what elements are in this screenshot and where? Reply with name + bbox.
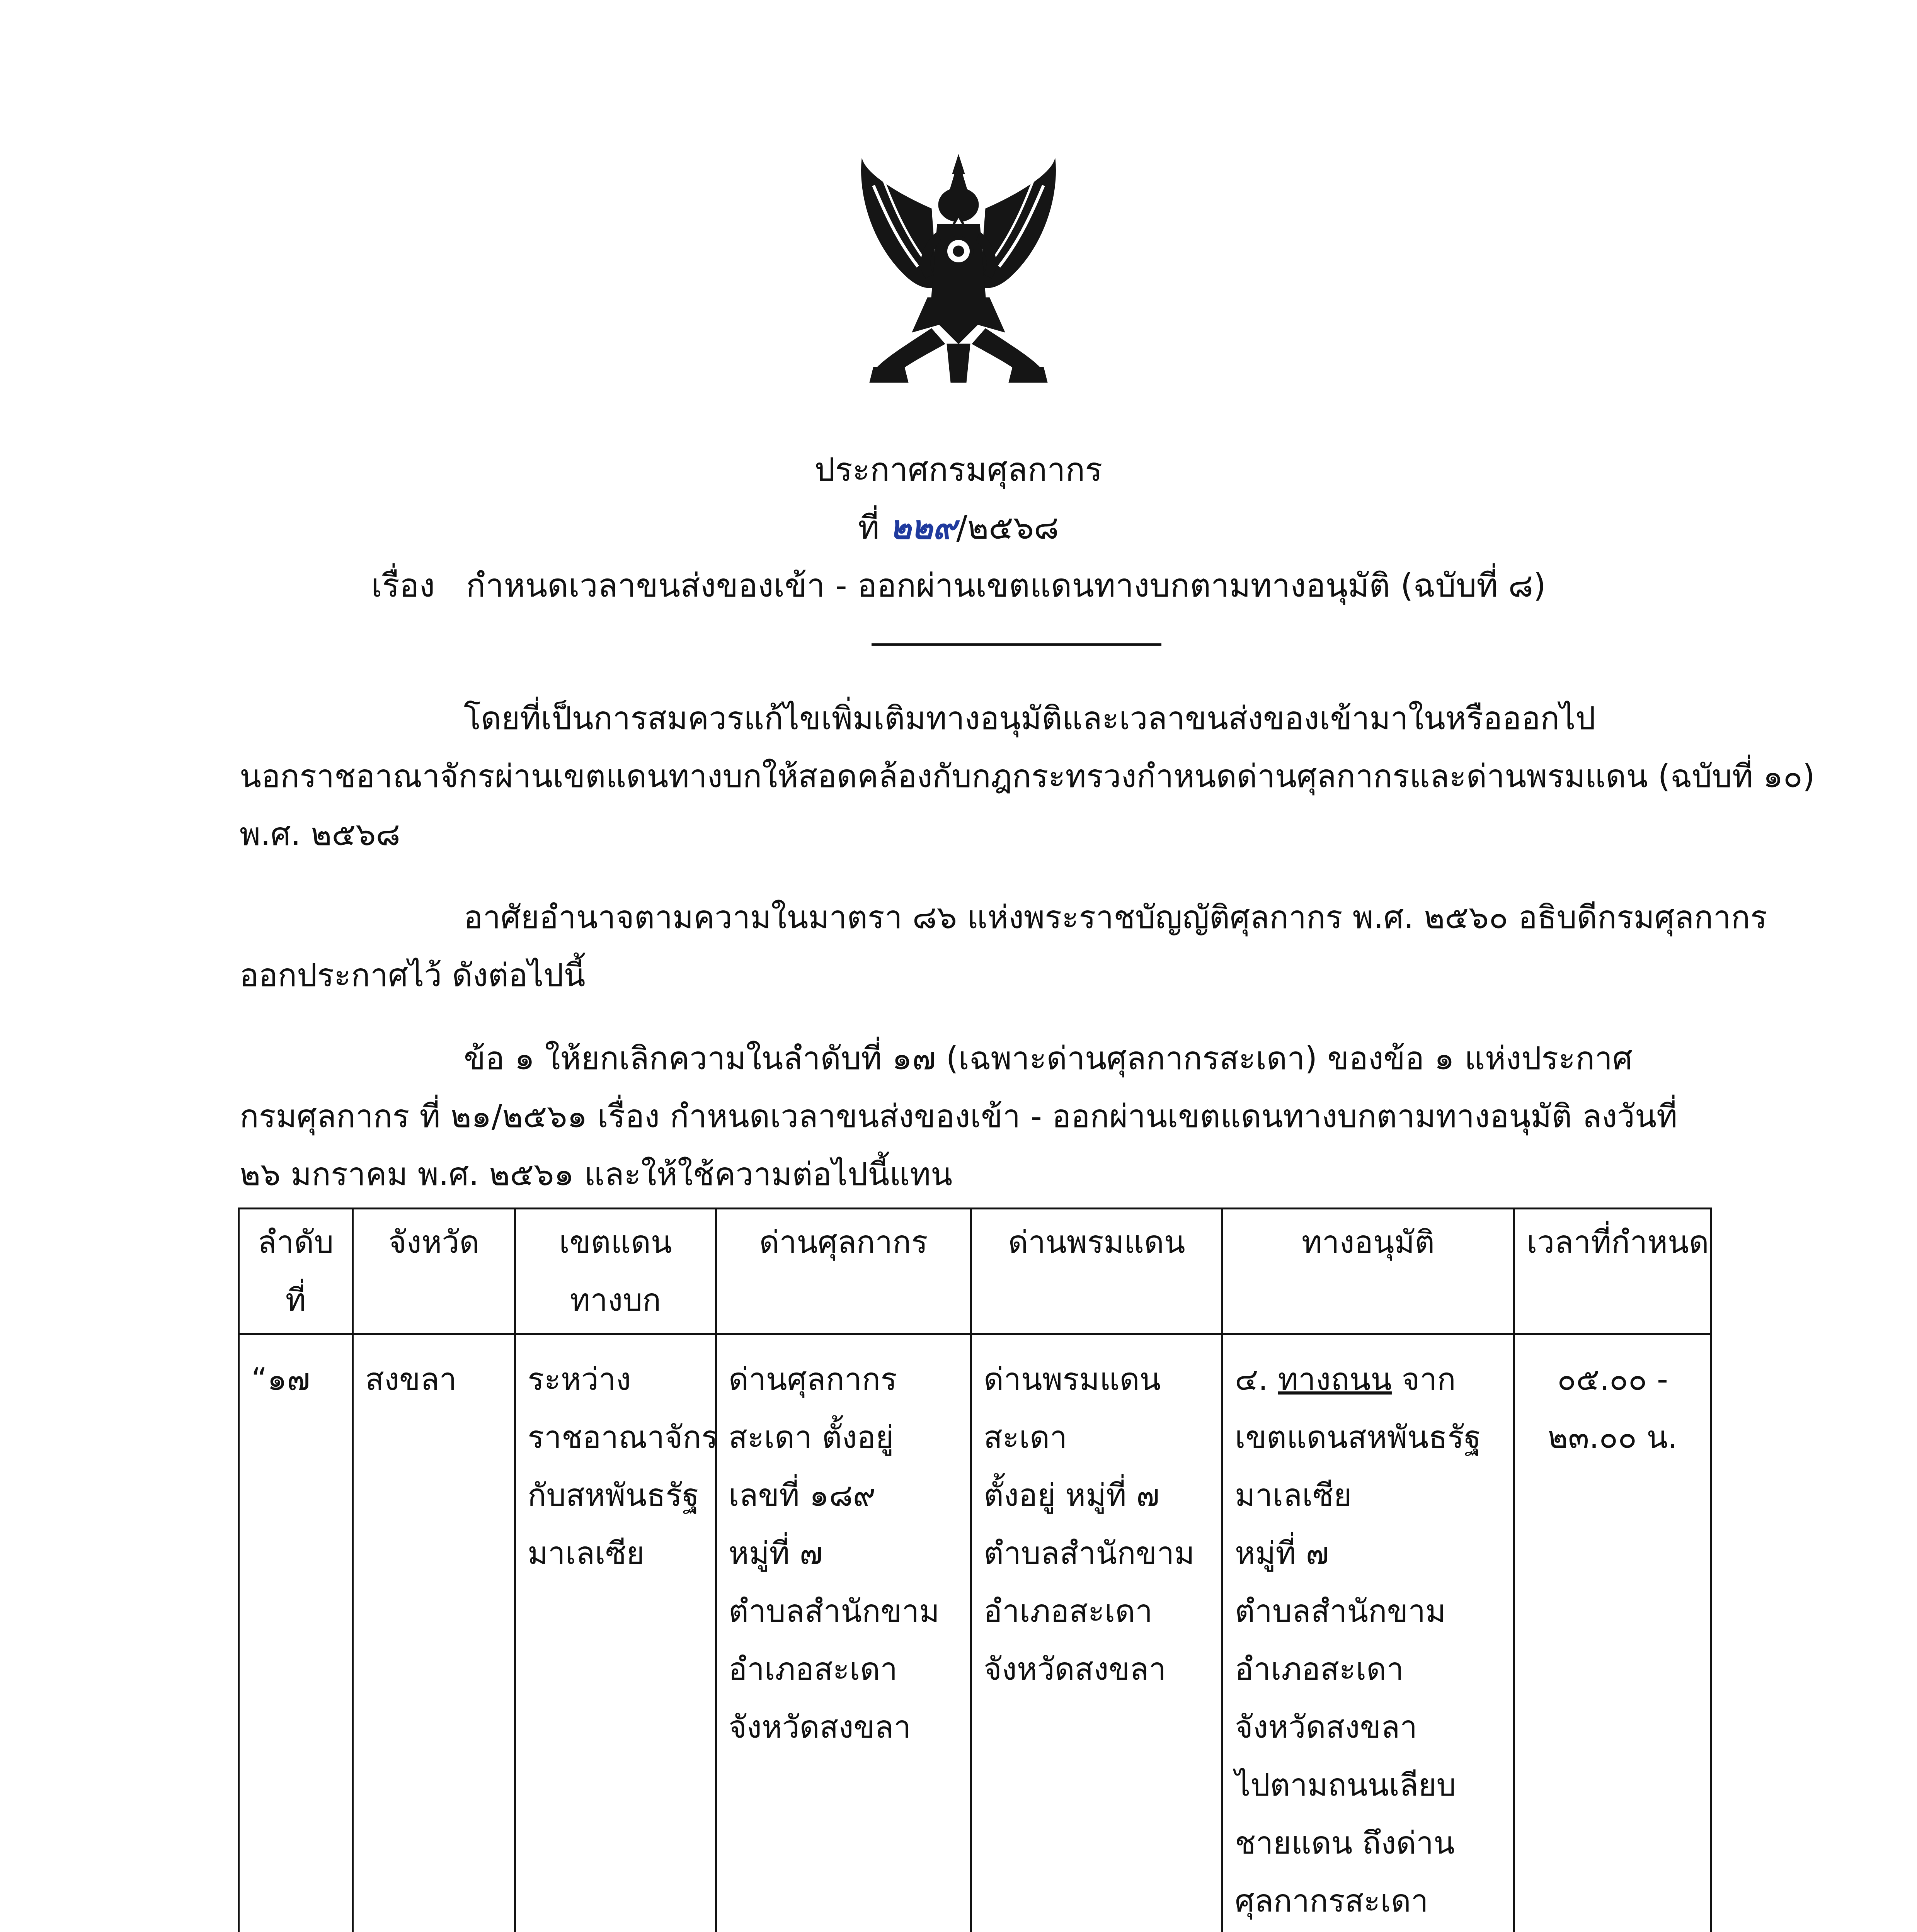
paragraph-line: ๒๖ มกราคม พ.ศ. ๒๕๖๑ และให้ใช้ความต่อไปนี้แทน bbox=[240, 1156, 953, 1193]
cell-province: สงขลา bbox=[353, 1334, 515, 1932]
paragraph-line: อาศัยอำนาจตามความในมาตรา ๘๖ แห่งพระราชบัญญัติศุลกากร พ.ศ. ๒๕๖๐ อธิบดีกรมศุลกากร bbox=[464, 899, 1767, 936]
paragraph-clause-1 bbox=[240, 1030, 1739, 1204]
subject-label: เรื่อง bbox=[371, 566, 435, 604]
header-border-checkpoint: ด่านพรมแดน bbox=[971, 1209, 1222, 1334]
paragraph-line: ข้อ ๑ ให้ยกเลิกความในลำดับที่ ๑๗ (เฉพาะด่านศุลกากรสะเดา) ของข้อ ๑ แห่งประกาศ bbox=[464, 1040, 1633, 1077]
paragraph-line: ออกประกาศไว้ ดังต่อไปนี้ bbox=[240, 957, 586, 994]
cell-border-checkpoint: ด่านพรมแดน สะเดา ตั้งอยู่ หมู่ที่ ๗ ตำบลสำนักขาม อำเภอสะเดา จังหวัดสงขลา bbox=[971, 1334, 1222, 1932]
number-prefix: ที่ bbox=[858, 509, 880, 546]
announcement-number bbox=[0, 504, 1917, 551]
header-province: จังหวัด bbox=[353, 1209, 515, 1334]
paragraph-authority bbox=[240, 889, 1767, 1005]
header-approved-route: ทางอนุมัติ bbox=[1222, 1209, 1514, 1334]
paragraph-line: กรมศุลกากร ที่ ๒๑/๒๕๖๑ เรื่อง กำหนดเวลาขนส่งของเข้า - ออกผ่านเขตแดนทางบกตามทางอนุมัติ ลงวันที่ bbox=[240, 1098, 1678, 1135]
announcement-title: ประกาศกรมศุลกากร bbox=[814, 451, 1103, 488]
road-label: ทางถนน bbox=[1278, 1361, 1392, 1397]
header-land-border: เขตแดน ทางบก bbox=[515, 1209, 716, 1334]
table-header-row bbox=[239, 1209, 1711, 1334]
handwritten-number: ๒๒๙ bbox=[890, 509, 957, 546]
table-row bbox=[239, 1334, 1711, 1932]
cell-seq: “๑๗ bbox=[239, 1334, 353, 1932]
cell-time-4: ๐๕.๐๐ - ๒๓.๐๐ น. bbox=[1514, 1334, 1711, 1932]
header-customs-house: ด่านศุลกากร bbox=[716, 1209, 971, 1334]
route-table bbox=[238, 1208, 1712, 1932]
cell-land-border: ระหว่าง ราชอาณาจักร กับสหพันธรัฐ มาเลเซีย bbox=[515, 1334, 716, 1932]
subject-text: กำหนดเวลาขนส่งของเข้า - ออกผ่านเขตแดนทางบกตามทางอนุมัติ (ฉบับที่ ๘) bbox=[466, 566, 1546, 604]
garuda-emblem-icon bbox=[850, 151, 1067, 394]
paragraph-line: พ.ศ. ๒๕๖๘ bbox=[240, 816, 400, 853]
paragraph-line: โดยที่เป็นการสมควรแก้ไขเพิ่มเติมทางอนุมัติและเวลาขนส่งของเข้ามาในหรือออกไป bbox=[464, 700, 1596, 737]
cell-route-4: ๔. ทางถนน จาก เขตแดนสหพันธรัฐ มาเลเซีย หมู่ที่ ๗ ตำบลสำนักขาม อำเภอสะเดา จังหวัดสงขลา ไปตามถนนเลียบ ชายแดน ถึงด่าน ศุลกากรสะเดา bbox=[1222, 1334, 1514, 1932]
number-suffix: /๒๕๖๘ bbox=[956, 509, 1059, 546]
cell-customs-house: ด่านศุลกากร สะเดา ตั้งอยู่ เลขที่ ๑๘๙ หมู่ที่ ๗ ตำบลสำนักขาม อำเภอสะเดา จังหวัดสงขลา bbox=[716, 1334, 971, 1932]
title-divider bbox=[872, 643, 1161, 646]
paragraph-line: นอกราชอาณาจักรผ่านเขตแดนทางบกให้สอดคล้องกับกฎกระทรวงกำหนดด่านศุลกากรและด่านพรมแดน (ฉบับที่ ๑๐) bbox=[240, 758, 1815, 795]
header-seq: ลำดับ ที่ bbox=[239, 1209, 353, 1334]
header-time: เวลาที่กำหนด bbox=[1514, 1209, 1711, 1334]
announcement-subject bbox=[0, 562, 1917, 609]
route-number: ๔. bbox=[1235, 1361, 1268, 1397]
paragraph-preamble bbox=[240, 690, 1815, 864]
